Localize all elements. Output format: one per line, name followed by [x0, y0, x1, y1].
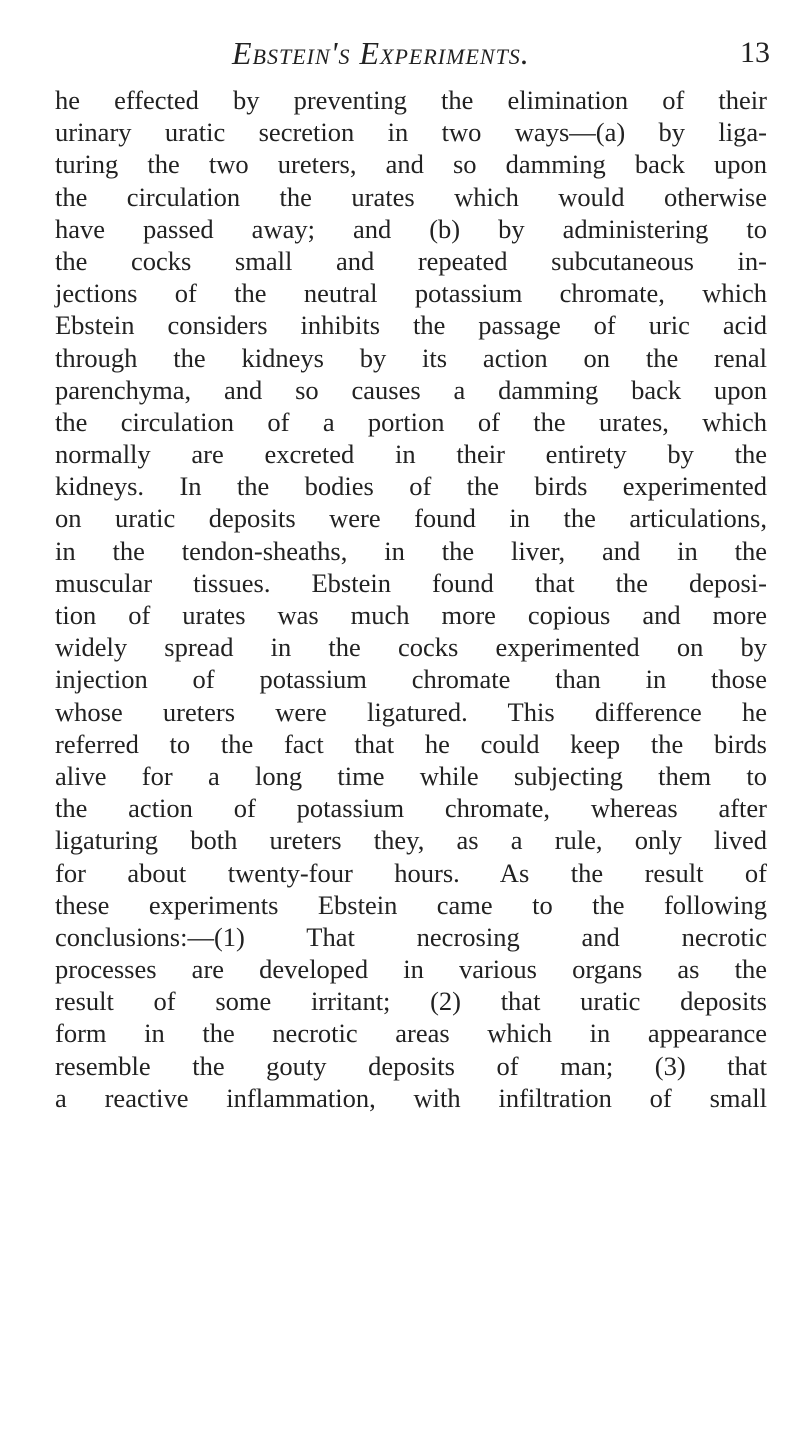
text-line: conclusions:—(1) That necrosing and necrotic: [55, 921, 767, 952]
text-line: tion of urates was much more copious and more: [55, 600, 767, 630]
text-line: for about twenty-four hours. As the result of: [55, 857, 767, 888]
text-line: injection of potassium chromate than in those: [55, 664, 767, 695]
text-line: widely spread in the cocks experimented on by: [55, 632, 767, 663]
text-line: result of some irritant; (2) that uratic deposits: [55, 986, 767, 1017]
running-head: [0, 30, 800, 76]
page-header-title: Ebstein's Experiments.: [232, 35, 530, 71]
text-line: the circulation the urates which would otherwise: [55, 181, 767, 212]
text-line: the circulation of a portion of the urates, which: [55, 406, 767, 437]
text-line: alive for a long time while subjecting them to: [55, 760, 767, 791]
text-line: processes are developed in various organs as the: [55, 954, 767, 985]
text-line: he effected by preventing the elimination of their: [55, 85, 767, 115]
text-line: normally are excreted in their entirety by the: [55, 439, 767, 470]
text-line: whose ureters were ligatured. This difference he: [55, 696, 767, 727]
text-line: form in the necrotic areas which in appearance: [55, 1018, 767, 1049]
text-line: ligaturing both ureters they, as a rule, only lived: [55, 825, 767, 856]
text-line: the cocks small and repeated subcutaneous in-: [55, 245, 767, 276]
page-number: 13: [740, 36, 770, 69]
text-line: kidneys. In the bodies of the birds experimented: [55, 471, 767, 502]
text-line: have passed away; and (b) by administering to: [55, 213, 767, 244]
text-line: a reactive inflammation, with infiltration of small: [55, 1082, 767, 1113]
body-paragraph: [55, 84, 767, 1114]
text-line: the action of potassium chromate, whereas after: [55, 793, 767, 824]
text-line: these experiments Ebstein came to the following: [55, 889, 767, 920]
text-line: referred to the fact that he could keep the birds: [55, 728, 767, 759]
text-line: resemble the gouty deposits of man; (3) that: [55, 1050, 767, 1081]
text-line: Ebstein considers inhibits the passage of uric acid: [55, 310, 767, 341]
text-line: parenchyma, and so causes a damming back upon: [55, 374, 767, 405]
text-line: on uratic deposits were found in the articulations,: [55, 503, 767, 534]
text-line: turing the two ureters, and so damming back upon: [55, 149, 767, 180]
text-line: through the kidneys by its action on the renal: [55, 342, 767, 373]
text-line: muscular tissues. Ebstein found that the deposi-: [55, 567, 767, 598]
text-line: urinary uratic secretion in two ways—(a) by liga-: [55, 117, 767, 148]
text-line: in the tendon-sheaths, in the liver, and in the: [55, 535, 767, 566]
text-line: jections of the neutral potassium chromate, which: [55, 278, 767, 309]
